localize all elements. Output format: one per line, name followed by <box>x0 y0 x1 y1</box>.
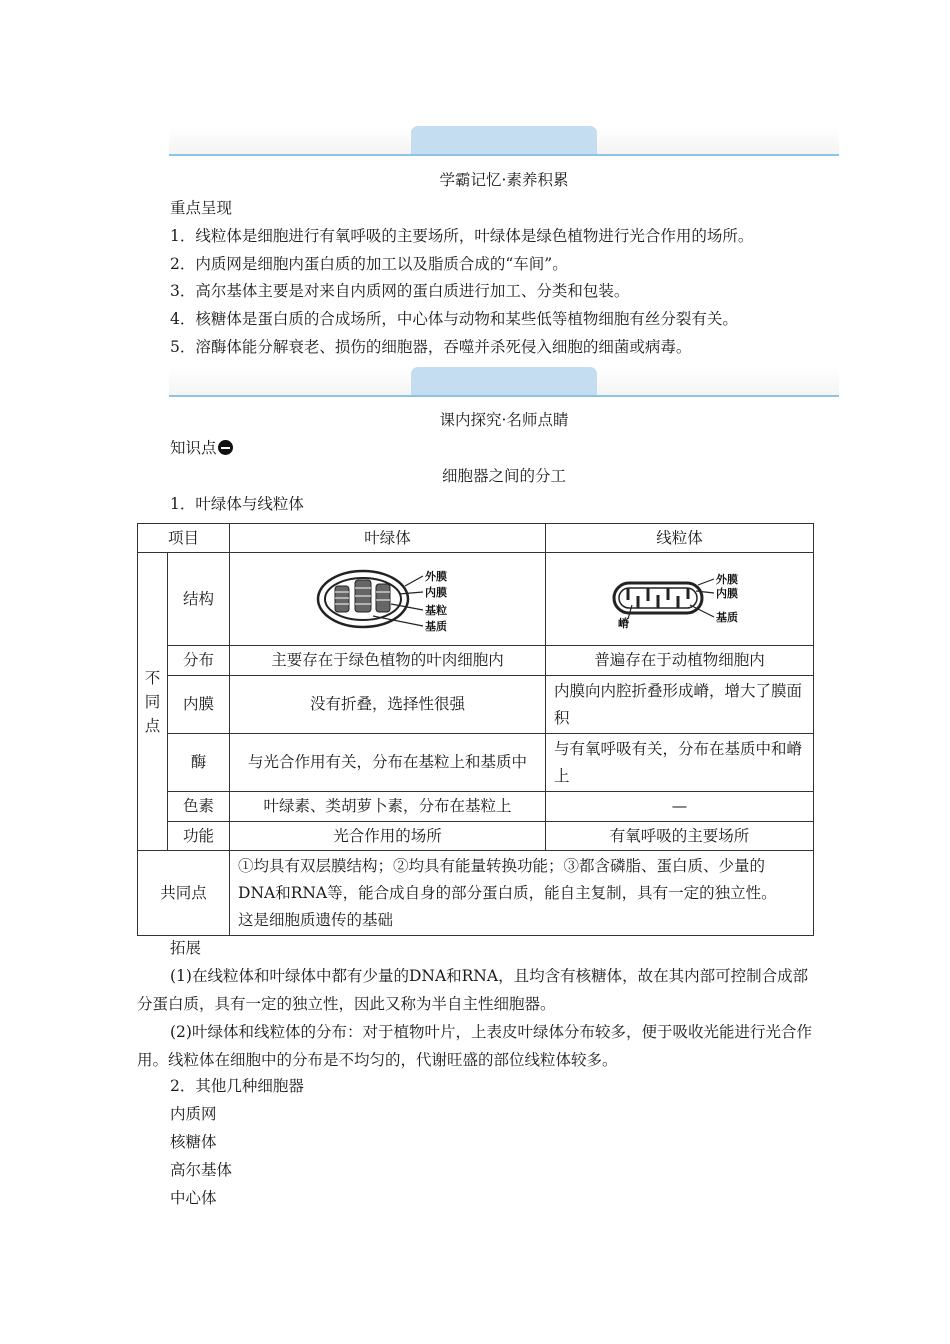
chloroplast-distribution: 主要存在于绿色植物的叶肉细胞内 <box>230 646 546 676</box>
row-label-function: 功能 <box>168 822 230 851</box>
organelle-item-golgi: 高尔基体 <box>170 1161 233 1179</box>
table-row-structure <box>138 553 814 646</box>
key-point-3: 3．高尔基体主要是对来自内质网的蛋白质进行加工、分类和包装。 <box>170 282 630 300</box>
mitochondrion-distribution: 普遍存在于动植物细胞内 <box>546 646 814 676</box>
mito-label-inner: 内膜 <box>715 587 738 600</box>
chloroplast-inner-membrane: 没有折叠，选择性很强 <box>230 676 546 734</box>
mitochondrion-function: 有氧呼吸的主要场所 <box>546 822 814 851</box>
table-row-function <box>138 822 814 851</box>
row-label-common: 共同点 <box>138 851 230 936</box>
circled-one-icon <box>218 440 233 455</box>
table-row-common <box>138 851 814 936</box>
header-chloroplast: 叶绿体 <box>230 524 546 553</box>
knowledge-point-text: 知识点 <box>170 439 217 457</box>
key-point-1: 1．线粒体是细胞进行有氧呼吸的主要场所，叶绿体是绿色植物进行光合作用的场所。 <box>170 227 754 245</box>
table-row-pigments <box>138 792 814 822</box>
section-title-1: 学霸记忆·素养积累 <box>439 171 569 189</box>
topic-title: 细胞器之间的分工 <box>441 467 566 485</box>
extension-heading: 拓展 <box>170 939 202 957</box>
extension-paragraph-1: (1)在线粒体和叶绿体中都有少量的DNA和RNA，且均含有核糖体，故在其内部可控制合成部分蛋白质，具有一定的独立性，因此又称为半自主性细胞器。 <box>137 967 809 1013</box>
subsection-1-heading: 1．叶绿体与线粒体 <box>170 495 304 513</box>
chloroplast-label-stroma: 基质 <box>424 620 447 633</box>
organelle-item-centrosome: 中心体 <box>170 1189 217 1207</box>
organelle-comparison-table <box>137 523 814 936</box>
key-point-4: 4．核糖体是蛋白质的合成场所，中心体与动物和某些低等植物细胞有丝分裂有关。 <box>170 310 738 328</box>
key-points-heading: 重点呈现 <box>170 199 233 217</box>
chloroplast-diagram-cell <box>230 553 546 646</box>
mito-label-cristae: 嵴 <box>617 617 629 629</box>
mitochondrion-pigments: — <box>546 792 814 822</box>
row-label-distribution: 分布 <box>168 646 230 676</box>
chloroplast-diagram <box>313 564 463 634</box>
row-label-structure: 结构 <box>168 553 230 646</box>
chloroplast-label-inner: 内膜 <box>424 586 447 599</box>
chloroplast-enzymes: 与光合作用有关，分布在基粒上和基质中 <box>230 734 546 792</box>
mitochondrion-diagram-cell <box>546 553 814 646</box>
header-item: 项目 <box>138 524 230 553</box>
organelle-item-er: 内质网 <box>170 1105 217 1123</box>
chloroplast-label-granum: 基粒 <box>424 604 447 617</box>
mitochondrion-enzymes: 与有氧呼吸有关，分布在基质中和嵴上 <box>546 734 814 792</box>
mitochondrion-inner-membrane: 内膜向内腔折叠形成嵴，增大了膜面积 <box>546 676 814 734</box>
table-row-distribution <box>138 646 814 676</box>
chloroplast-function: 光合作用的场所 <box>230 822 546 851</box>
extension-paragraph-2: (2)叶绿体和线粒体的分布：对于植物叶片，上表皮叶绿体分布较多，便于吸收光能进行光合作用。线粒体在细胞中的分布是不均匀的，代谢旺盛的部位线粒体较多。 <box>137 1023 812 1069</box>
chloroplast-pigments: 叶绿素、类胡萝卜素，分布在基粒上 <box>230 792 546 822</box>
table-row-enzymes <box>138 734 814 792</box>
mito-label-matrix: 基质 <box>715 611 738 624</box>
key-point-5: 5．溶酶体能分解衰老、损伤的细胞器，吞噬并杀死侵入细胞的细菌或病毒。 <box>170 338 692 356</box>
mitochondrion-diagram <box>610 569 750 629</box>
mito-label-outer: 外膜 <box>715 573 738 586</box>
section-title-2: 课内探究·名师点睛 <box>439 411 569 429</box>
common-text: ①均具有双层膜结构；②均具有能量转换功能；③都含磷脂、蛋白质、少量的DNA和RNA等，能合成自身的部分蛋白质，能自主复制，具有一定的独立性。这是细胞质遗传的基础 <box>230 851 814 936</box>
row-label-pigments: 色素 <box>168 792 230 822</box>
key-point-2: 2．内质网是细胞内蛋白质的加工以及脂质合成的“车间”。 <box>170 255 568 273</box>
group-label-text: 不同点 <box>144 668 161 735</box>
chloroplast-label-outer: 外膜 <box>424 570 447 583</box>
table-row-inner-membrane <box>138 676 814 734</box>
table-header-row <box>138 524 814 553</box>
subsection-2-heading: 2．其他几种细胞器 <box>170 1077 304 1095</box>
row-label-enzymes: 酶 <box>168 734 230 792</box>
knowledge-point-label <box>170 437 233 459</box>
row-label-inner-membrane: 内膜 <box>168 676 230 734</box>
header-mitochondrion: 线粒体 <box>546 524 814 553</box>
group-label-differences <box>138 553 168 851</box>
organelle-item-ribosome: 核糖体 <box>170 1133 217 1151</box>
